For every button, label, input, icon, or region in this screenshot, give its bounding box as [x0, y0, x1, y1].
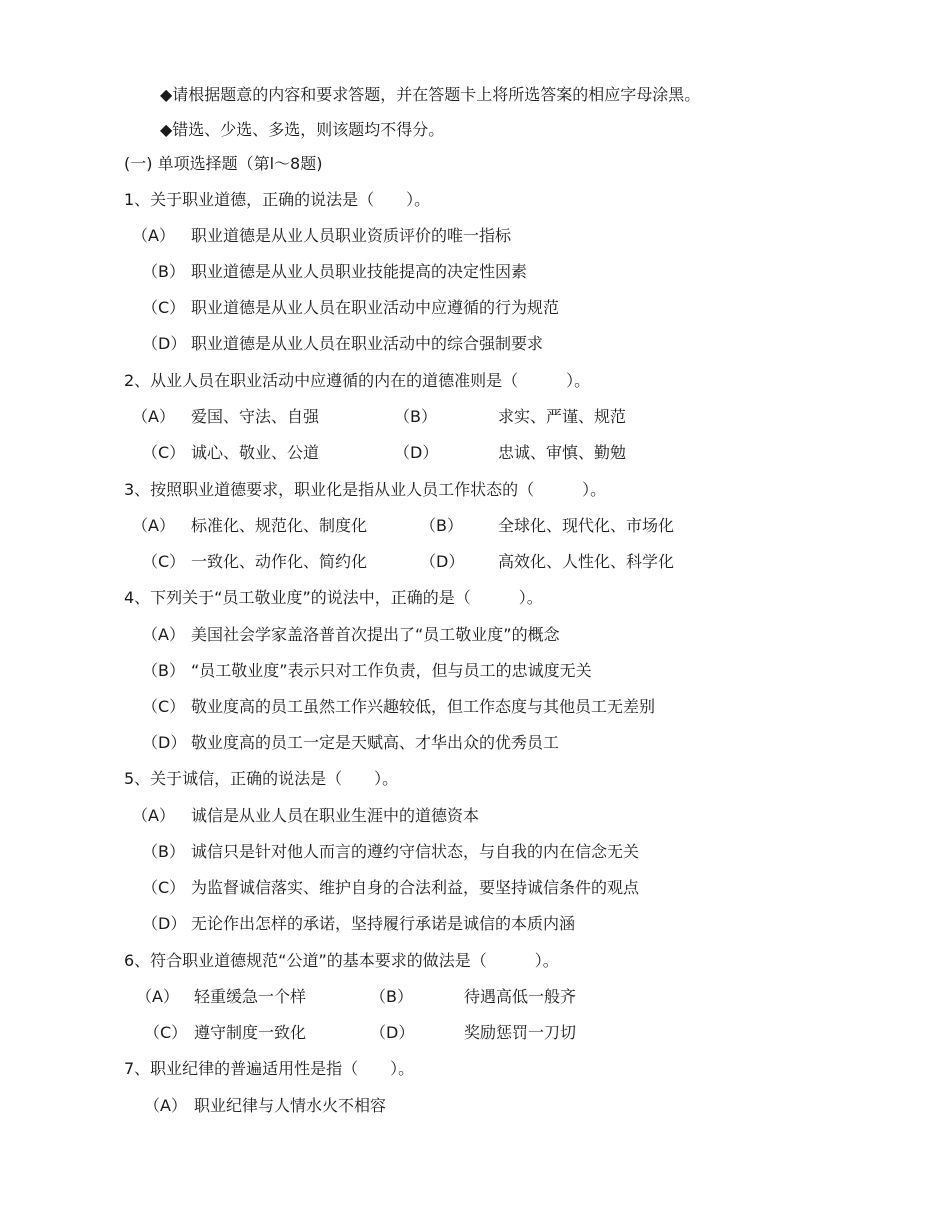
- option-text: 美国社会学家盖洛普首次提出了“员工敬业度”的概念: [191, 625, 560, 644]
- option-text: “员工敬业度”表示只对工作负责，但与员工的忠诚度无关: [191, 661, 592, 680]
- option-label: （C）: [142, 552, 186, 571]
- option-label: （A）: [132, 516, 175, 535]
- option-label: （D）: [142, 334, 187, 353]
- option-text: 一致化、动作化、简约化: [191, 552, 368, 571]
- option-text: 轻重缓急一个样: [194, 987, 307, 1006]
- option-label: （A）: [142, 625, 185, 644]
- option-text: 职业道德是从业人员职业资质评价的唯一指标: [191, 226, 512, 245]
- option-label: （D）: [142, 914, 187, 933]
- question-stem: 7、职业纪律的普遍适用性是指（ ）。: [124, 1059, 415, 1078]
- option-label: （C）: [142, 697, 186, 716]
- option-text: 诚心、敬业、公道: [191, 443, 320, 462]
- option-label: （D）: [142, 733, 187, 752]
- option-text: 求实、严谨、规范: [498, 407, 627, 426]
- option-label: （A）: [144, 1096, 187, 1115]
- option-text: 待遇高低一般齐: [464, 987, 577, 1006]
- section-title: (一) 单项选择题（第l～8题): [124, 154, 323, 173]
- question-stem: 3、按照职业道德要求，职业化是指从业人员工作状态的（ ）。: [124, 480, 607, 499]
- option-label: （B）: [394, 407, 437, 426]
- option-text: 敬业度高的员工虽然工作兴趣较低，但工作态度与其他员工无差别: [191, 697, 656, 716]
- option-text: 无论作出怎样的承诺，坚持履行承诺是诚信的本质内涵: [191, 914, 576, 933]
- option-text: 职业道德是从业人员职业技能提高的决定性因素: [191, 262, 528, 281]
- option-text: 职业纪律与人情水火不相容: [194, 1096, 387, 1115]
- question-stem: 2、从业人员在职业活动中应遵循的内在的道德准则是（ ）。: [124, 371, 591, 390]
- option-label: （A）: [132, 806, 175, 825]
- option-label: （B）: [142, 661, 185, 680]
- option-label: （B）: [420, 516, 463, 535]
- question-stem: 4、下列关于“员工敬业度”的说法中，正确的是（ ）。: [124, 588, 543, 607]
- option-label: （B）: [142, 842, 185, 861]
- option-text: 高效化、人性化、科学化: [498, 552, 675, 571]
- option-text: 职业道德是从业人员在职业活动中的综合强制要求: [191, 334, 544, 353]
- option-text: 忠诚、审慎、勤勉: [498, 443, 627, 462]
- option-text: 敬业度高的员工一定是天赋高、才华出众的优秀员工: [191, 733, 560, 752]
- option-label: （D）: [420, 552, 465, 571]
- option-label: （B）: [142, 262, 185, 281]
- option-label: （D）: [394, 443, 439, 462]
- option-label: （A）: [136, 987, 179, 1006]
- option-text: 全球化、现代化、市场化: [498, 516, 675, 535]
- option-label: （C）: [142, 298, 186, 317]
- option-text: 诚信只是针对他人而言的遵约守信状态，与自我的内在信念无关: [191, 842, 640, 861]
- option-text: 爱国、守法、自强: [191, 407, 320, 426]
- option-label: （A）: [132, 407, 175, 426]
- question-stem: 1、关于职业道德，正确的说法是（ ）。: [124, 190, 431, 209]
- option-text: 诚信是从业人员在职业生涯中的道德资本: [191, 806, 480, 825]
- instruction-line: ◆请根据题意的内容和要求答题，并在答题卡上将所选答案的相应字母涂黑。: [160, 85, 701, 104]
- option-text: 遵守制度一致化: [194, 1023, 307, 1042]
- option-text: 职业道德是从业人员在职业活动中应遵循的行为规范: [191, 298, 560, 317]
- instruction-line: ◆错选、少选、多选，则该题均不得分。: [160, 120, 445, 139]
- question-stem: 5、关于诚信，正确的说法是（ ）。: [124, 769, 399, 788]
- question-stem: 6、符合职业道德规范“公道”的基本要求的做法是（ ）。: [124, 951, 559, 970]
- option-label: （A）: [132, 226, 175, 245]
- option-text: 为监督诚信落实、维护自身的合法利益，要坚持诚信条件的观点: [191, 878, 640, 897]
- option-text: 奖励惩罚一刀切: [464, 1023, 577, 1042]
- option-text: 标准化、规范化、制度化: [191, 516, 368, 535]
- option-label: （D）: [370, 1023, 415, 1042]
- option-label: （C）: [142, 443, 186, 462]
- option-label: （B）: [370, 987, 413, 1006]
- option-label: （C）: [142, 878, 186, 897]
- option-label: （C）: [144, 1023, 188, 1042]
